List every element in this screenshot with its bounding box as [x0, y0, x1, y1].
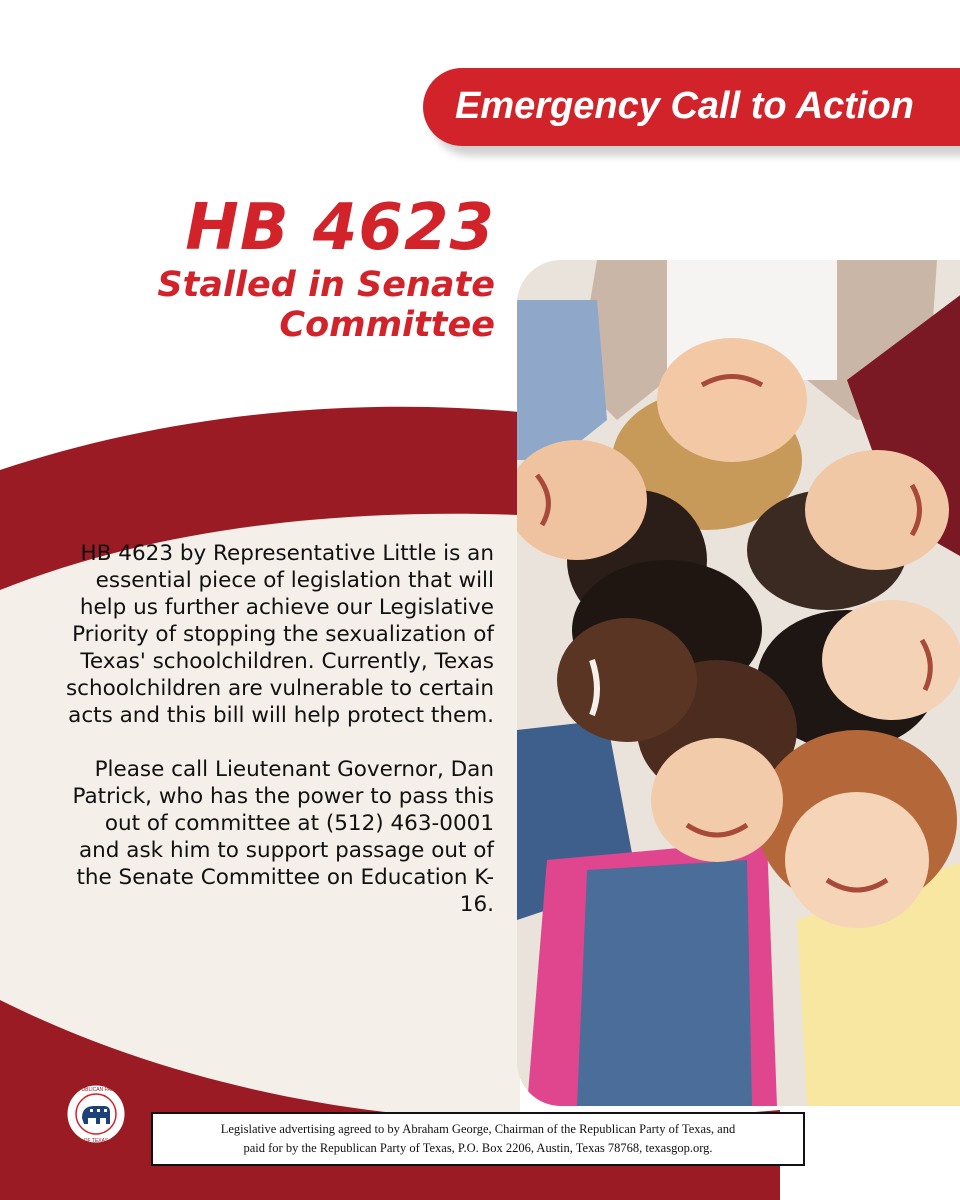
face-top	[657, 338, 807, 462]
denim-overall	[577, 860, 752, 1106]
disclaimer-line-1: Legislative advertising agreed to by Abraham George, Chairman of the Republican Party of Texas, and	[220, 1122, 736, 1136]
bill-number: HB 4623	[185, 191, 495, 265]
face-right-mid	[822, 600, 960, 720]
headline	[40, 190, 495, 346]
face-bottom-right	[785, 792, 929, 928]
face-center	[557, 618, 697, 742]
logo-text-top: REPUBLICAN PARTY	[71, 1087, 121, 1093]
status-line-2: Committee	[279, 305, 495, 345]
banner-title: Emergency Call to Action	[455, 85, 914, 127]
party-logo	[64, 1082, 128, 1146]
status-line-1: Stalled in Senate	[157, 265, 495, 305]
face-bottom-left	[651, 738, 783, 862]
face-right-top	[805, 450, 949, 570]
logo-text-bottom: OF TEXAS	[83, 1138, 109, 1144]
disclaimer-line-2: paid for by the Republican Party of Texas, P.O. Box 2206, Austin, Texas 78768, texasgop.org.	[243, 1141, 713, 1155]
body-paragraph-2: Please call Lieutenant Governor, Dan Patrick, who has the power to pass this out of committee at (512) 463-0001 and ask him to support passage out of the Senate Committee on Education K-16.	[72, 757, 494, 917]
children-photo	[517, 260, 960, 1106]
disclaimer-box	[151, 1112, 805, 1166]
body-copy	[60, 540, 494, 945]
children-illustration	[517, 260, 960, 1106]
body-paragraph-1: HB 4623 by Representative Little is an essential piece of legislation that will help us further achieve our Legislative Priority of stopping the sexualization of Texas' schoolchildren. Currently, Texas schoolchildren are vulnerable to certain acts and this bill will help protect them.	[65, 541, 494, 728]
